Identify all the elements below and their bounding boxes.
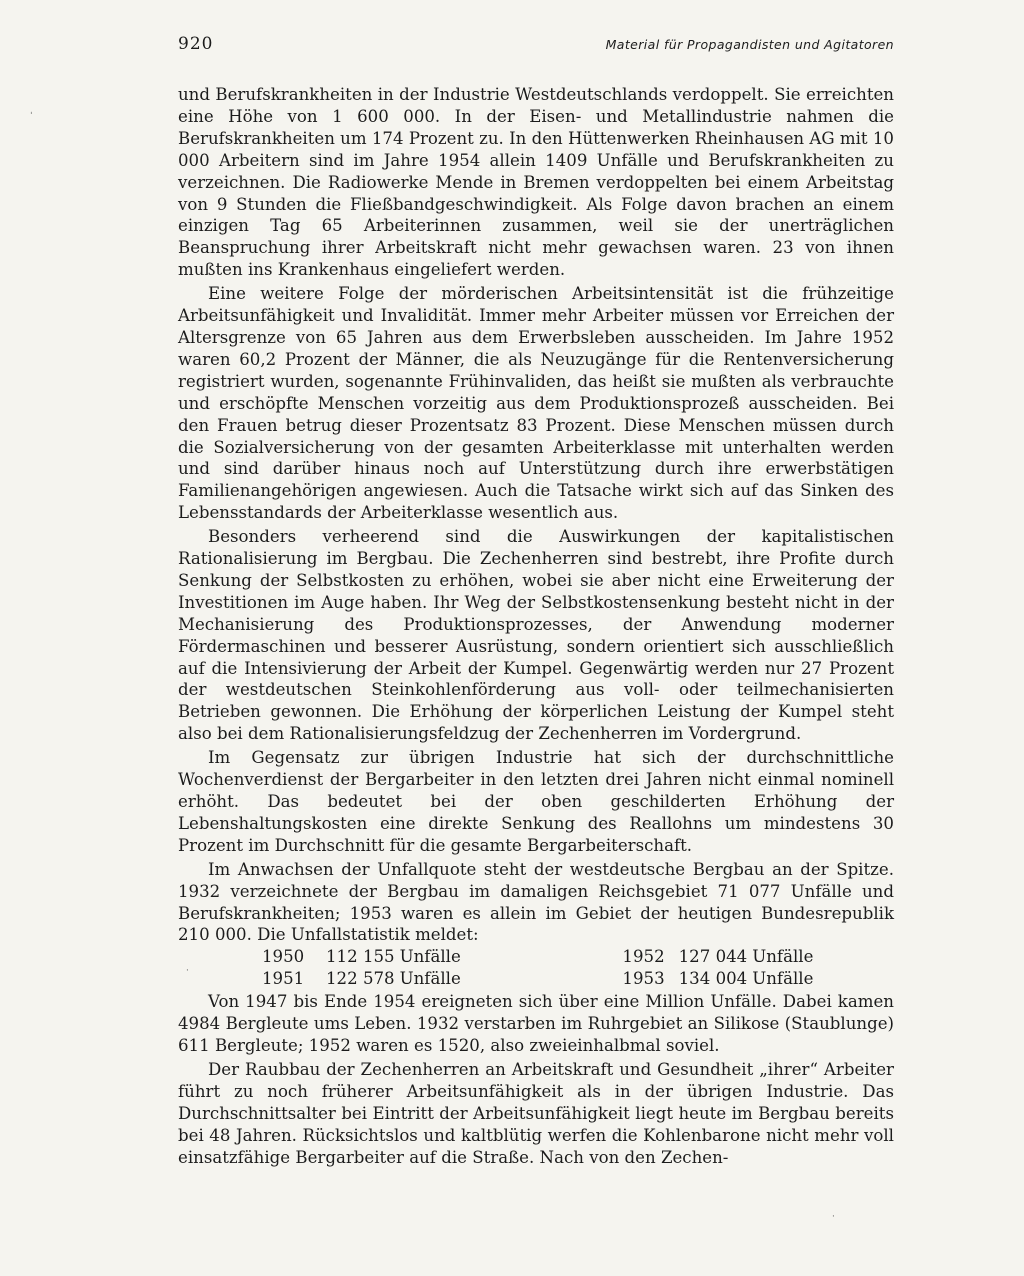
- scan-speck: ·: [186, 966, 189, 976]
- page-number: 920: [178, 34, 214, 54]
- paragraph: Der Raubbau der Zechenherren an Arbeitskraft und Gesundheit „ihrer“ Arbeiter führt zu noch früherer Arbeitsunfähigkeit als in der übrigen Industrie. Das Durchschnittsalter bei Eintritt der Arbeitsunfähigkeit liegt heute im Bergbau bereits bei 48 Jahren. Rücksichtslos und kaltblütig werfen die Kohlenbarone nicht mehr voll einsatzfähige Bergarbeiter auf die Straße. Nach von den Zechen-: [178, 1060, 894, 1167]
- year-cell: 1951: [262, 968, 305, 988]
- count-cell: 122 578: [326, 968, 395, 988]
- accident-statistics-table: [262, 946, 813, 989]
- scan-speck: ˈ: [30, 112, 33, 122]
- year-cell: 1953: [622, 968, 665, 988]
- year-cell: 1950: [262, 947, 305, 967]
- paragraph: Im Gegensatz zur übrigen Industrie hat sich der durchschnittliche Wochenverdienst der Bergarbeiter in den letzten drei Jahren nicht einmal nominell erhöht. Das bedeutet bei der oben geschilderten Erhöhung der Lebenshaltungskosten eine direkte Senkung des Reallohns um mindestens 30 Prozent im Durchschnitt für die gesamte Bergarbeiterschaft.: [178, 748, 894, 855]
- paragraph: Im Anwachsen der Unfallquote steht der westdeutsche Bergbau an der Spitze. 1932 verzeichnete der Bergbau im damaligen Reichsgebiet 71 077 Unfälle und Berufskrankheiten; 1953 waren es allein im Gebiet der heutigen Bundesrepublik 210 000. Die Unfallstatistik meldet:: [178, 859, 894, 945]
- paragraph: und Berufskrankheiten in der Industrie Westdeutschlands verdoppelt. Sie erreichten eine Höhe von 1 600 000. In der Eisen- und Metallindustrie nahmen die Berufskrankheiten um 174 Prozent zu. In den Hüttenwerken Rheinhausen AG mit 10 000 Arbeitern sind im Jahre 1954 allein 1409 Unfälle und Berufskrankheiten zu verzeichnen. Die Radiowerke Mende in Bremen verdoppelten bei einem Arbeitstag von 9 Stunden die Fließbandgeschwindigkeit. Als Folge davon brachen an einem einzigen Tag 65 Arbeiterinnen zusammen, weil sie der unerträglichen Beanspruchung ihrer Arbeitskraft nicht mehr gewachsen waren. 23 von ihnen mußten ins Krankenhaus eingeliefert werden.: [178, 85, 894, 280]
- unit-cell: Unfälle: [752, 947, 814, 967]
- count-cell: 134 004: [678, 968, 748, 988]
- year-cell: 1952: [622, 947, 665, 967]
- unit-cell: Unfälle: [399, 968, 461, 988]
- paragraph: Eine weitere Folge der mörderischen Arbeitsintensität ist die frühzeitige Arbeitsunfähigkeit und Invalidität. Immer mehr Arbeiter müssen vor Erreichen der Altersgrenze von 65 Jahren aus dem Erwerbsleben ausscheiden. Im Jahre 1952 waren 60,2 Prozent der Männer, die als Neuzugänge für die Rentenversicherung registriert wurden, sogenannte Frühinvaliden, das heißt sie mußten als verbrauchte und erschöpfte Menschen vorzeitig aus dem Produktionsprozeß ausscheiden. Bei den Frauen betrug dieser Prozentsatz 83 Prozent. Diese Menschen müssen durch die Sozialversicherung von der gesamten Arbeiterklasse mit unterhalten werden und sind darüber hinaus noch auf Unterstützung durch ihre erwerbstätigen Familienangehörigen angewiesen. Auch die Tatsache wirkt sich auf das Sinken des Lebensstandards der Arbeiterklasse wesentlich aus.: [178, 284, 894, 523]
- paragraph: Von 1947 bis Ende 1954 ereigneten sich über eine Million Unfälle. Dabei kamen 4984 Bergleute ums Leben. 1932 verstarben im Ruhrgebiet an Silikose (Staublunge) 611 Bergleute; 1952 waren es 1520, also zweieinhalbmal soviel.: [178, 992, 894, 1056]
- table-row: [262, 968, 813, 990]
- scan-speck: ·: [832, 1212, 835, 1222]
- count-cell: 127 044: [678, 947, 748, 967]
- unit-cell: Unfälle: [752, 968, 814, 988]
- table-row: [262, 946, 813, 968]
- body-text: [178, 84, 894, 1169]
- running-head: Material für Propagandisten und Agitatoren: [605, 37, 894, 52]
- paragraph: Besonders verheerend sind die Auswirkungen der kapitalistischen Rationalisierung im Bergbau. Die Zechenherren sind bestrebt, ihre Profite durch Senkung der Selbstkosten zu erhöhen, wobei sie aber nicht eine Erweiterung der Investitionen im Auge haben. Ihr Weg der Selbstkostensenkung besteht nicht in der Mechanisierung des Produktionsprozesses, der Anwendung moderner Fördermaschinen und besserer Ausrüstung, sondern orientiert sich ausschließlich auf die Intensivierung der Arbeit der Kumpel. Gegenwärtig werden nur 27 Prozent der westdeutschen Steinkohlenförderung aus voll- oder teilmechanisierten Betrieben gewonnen. Die Erhöhung der körperlichen Leistung der Kumpel steht also bei dem Rationalisierungsfeldzug der Zechenherren im Vordergrund.: [178, 527, 894, 744]
- page-header: [178, 34, 894, 58]
- count-cell: 112 155: [326, 947, 395, 967]
- unit-cell: Unfälle: [399, 947, 461, 967]
